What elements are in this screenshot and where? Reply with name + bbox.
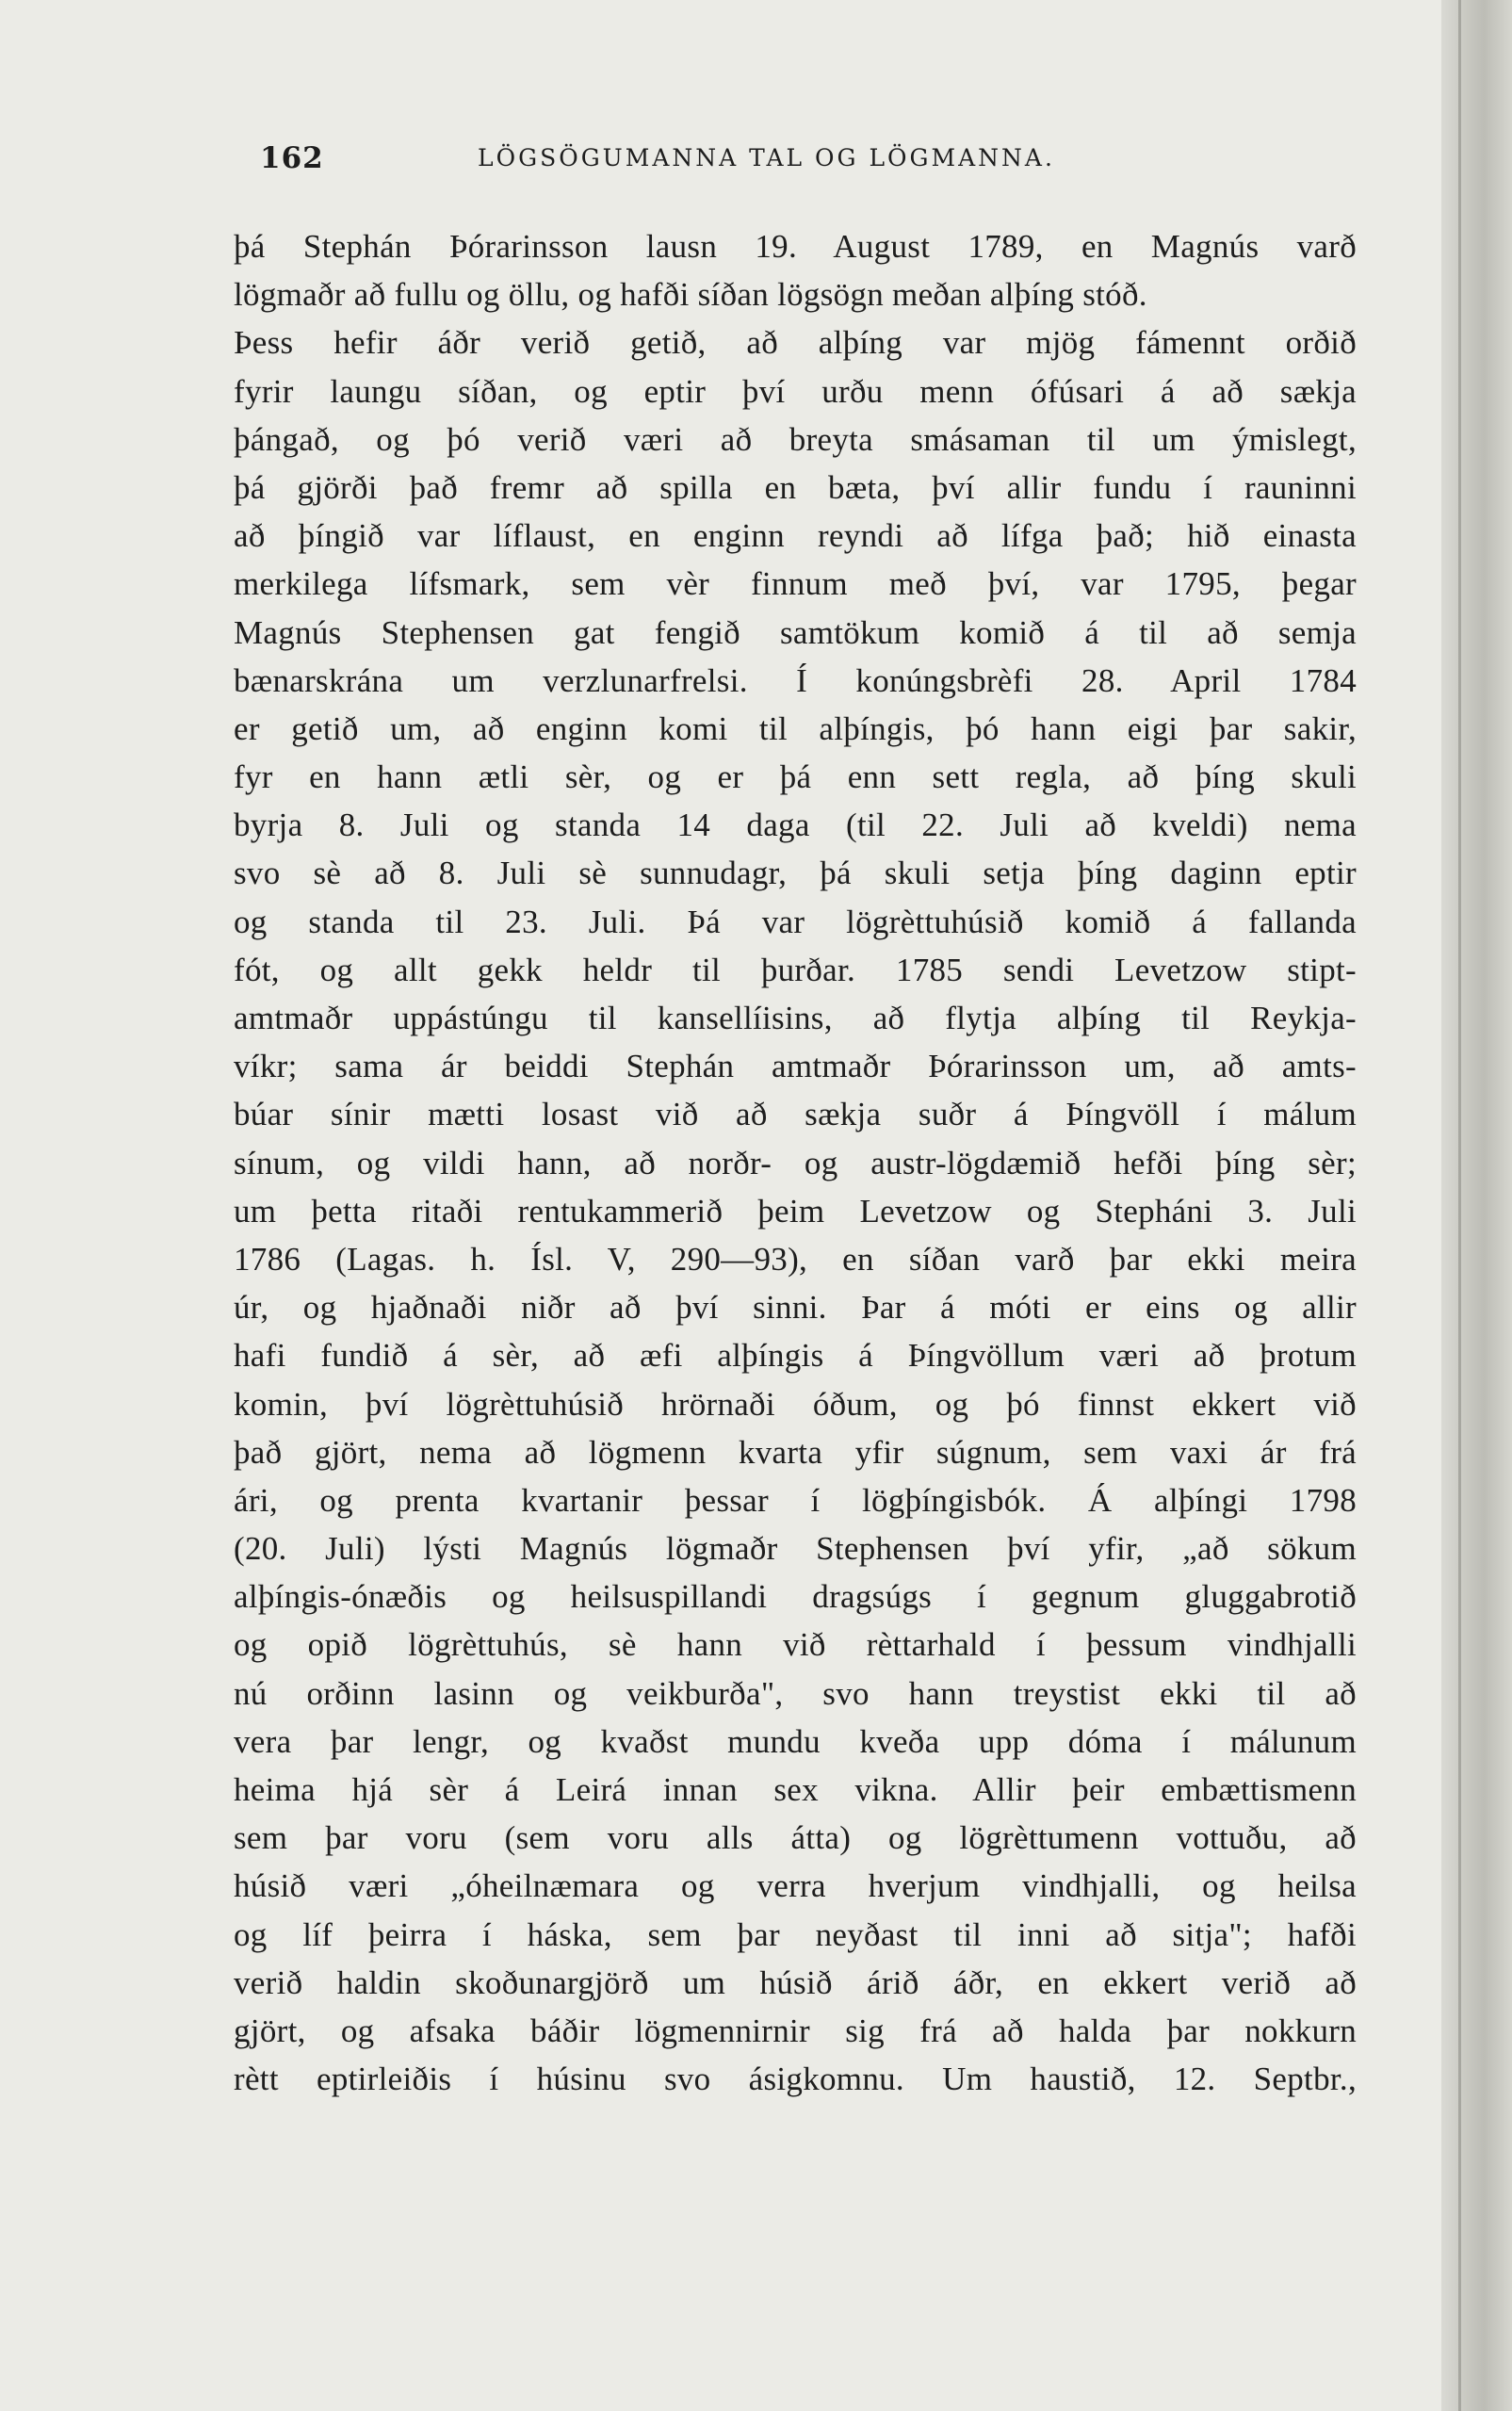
page-number: 162 [260,141,324,175]
text-line: vera þar lengr, og kvaðst mundu kveða upp dóma í málunum [234,1722,1357,1760]
text-line: svo sè að 8. Juli sè sunnudagr, þá skuli setja þíng daginn eptir [234,855,1357,892]
text-line: er getið um, að enginn komi til alþíngis, þó hann eigi þar sakir, [234,709,1357,747]
text-line: úr, og hjaðnaði niðr að því sinni. Þar á móti er eins og allir [234,1289,1357,1327]
text-line: alþíngis-ónæðis og heilsuspillandi dragsúgs í gegnum gluggabrotið [234,1578,1357,1616]
text-line: þá gjörði það fremr að spilla en bæta, því allir fundu í rauninni [234,468,1357,506]
text-line: nú orðinn lasinn og veikburða", svo hann treystist ekki til að [234,1674,1357,1712]
text-line: rètt eptirleiðis í húsinu svo ásigkomnu. Um haustið, 12. Septbr., [234,2061,1357,2098]
text-line: og opið lögrèttuhús, sè hann við rèttarhald í þessum vindhjalli [234,1626,1357,1664]
text-line: Magnús Stephensen gat fengið samtökum komið á til að semja [234,613,1357,651]
text-line: og líf þeirra í háska, sem þar neyðast til inni að sitja"; hafði [234,1915,1357,1953]
text-line: fyrir laungu síðan, og eptir því urðu menn ófúsari á að sækja [234,372,1357,410]
text-line: heima hjá sèr á Leirá innan sex vikna. Allir þeir embættismenn [234,1771,1357,1808]
text-line: sem þar voru (sem voru alls átta) og lögrèttumenn vottuðu, að [234,1819,1357,1857]
text-line: verið haldin skoðunargjörð um húsið árið áðr, en ekkert verið að [234,1963,1357,2001]
text-line: bænarskrána um verzlunarfrelsi. Í konúngsbrèfi 28. April 1784 [234,661,1357,699]
text-line: þá Stephán Þórarinsson lausn 19. August 1789, en Magnús varð [234,228,1357,265]
text-line: búar sínir mætti losast við að sækja suðr á Þíngvöll í málum [234,1096,1357,1133]
text-line: hafi fundið á sèr, að æfi alþíngis á Þíngvöllum væri að þrotum [234,1337,1357,1375]
text-line: byrja 8. Juli og standa 14 daga (til 22. Juli að kveldi) nema [234,806,1357,844]
text-line: merkilega lífsmark, sem vèr finnum með því, var 1795, þegar [234,565,1357,603]
text-line: og standa til 23. Juli. Þá var lögrèttuhúsið komið á fallanda [234,903,1357,940]
page-header [260,141,1362,183]
text-line: um þetta ritaði rentukammerið þeim Levetzow og Stepháni 3. Juli [234,1192,1357,1230]
body-text [234,222,1357,2103]
text-line: Þess hefir áðr verið getið, að alþíng var mjög fámennt orðið [234,324,1357,362]
running-title: LÖGSÖGUMANNA TAL OG LÖGMANNA. [478,144,1055,171]
text-line: 1786 (Lagas. h. Ísl. V, 290—93), en síðan varð þar ekki meira [234,1240,1357,1278]
text-line: það gjört, nema að lögmenn kvarta yfir súgnum, sem vaxi ár frá [234,1433,1357,1471]
text-line: að þíngið var líflaust, en enginn reyndi að lífga það; hið einasta [234,517,1357,555]
page-edge-divider [1458,0,1461,2411]
text-line: gjört, og afsaka báðir lögmennirnir sig frá að halda þar nokkurn [234,2012,1357,2049]
text-line: lögmaðr að fullu og öllu, og hafði síðan lögsögn meðan alþíng stóð. [234,276,1147,314]
text-line: húsið væri „óheilnæmara og verra hverjum vindhjalli, og heilsa [234,1867,1357,1905]
text-line: fyr en hann ætli sèr, og er þá enn sett regla, að þíng skuli [234,758,1357,796]
text-line: víkr; sama ár beiddi Stephán amtmaðr Þórarinsson um, að amts- [234,1048,1357,1085]
text-line: fót, og allt gekk heldr til þurðar. 1785 sendi Levetzow stipt- [234,951,1357,988]
text-line: amtmaðr uppástúngu til kansellíisins, að flytja alþíng til Reykja- [234,1000,1357,1036]
text-line: komin, því lögrèttuhúsið hrörnaði óðum, og þó finnst ekkert við [234,1385,1357,1423]
text-line: (20. Juli) lýsti Magnús lögmaðr Stephensen því yfir, „að sökum [234,1530,1357,1568]
text-line: sínum, og vildi hann, að norðr- og austr-lögdæmið hefði þíng sèr; [234,1144,1357,1181]
text-line: ári, og prenta kvartanir þessar í lögþíngisbók. Á alþíngi 1798 [234,1481,1357,1519]
text-line: þángað, og þó verið væri að breyta smásaman til um ýmislegt, [234,420,1357,458]
page-edge-shadow [1441,0,1512,2411]
